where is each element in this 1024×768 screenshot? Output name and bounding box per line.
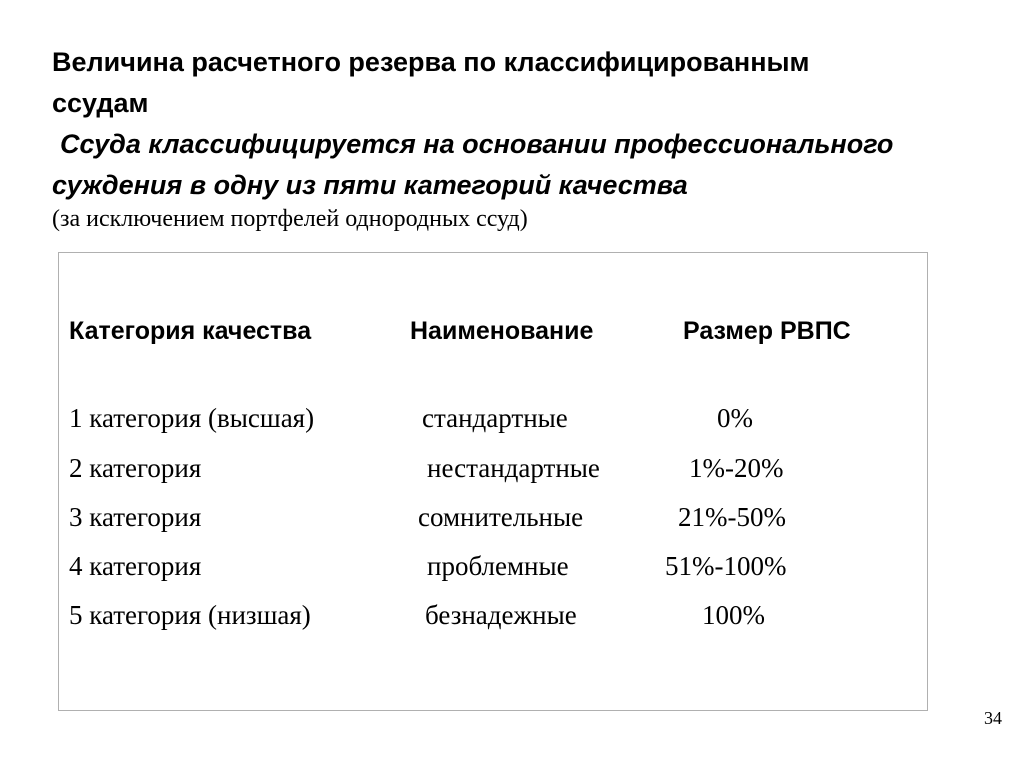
slide-subtitle-line-2: суждения в одну из пяти категорий качества <box>52 170 688 200</box>
row-5-reserve: 100% <box>702 600 765 630</box>
header-name: Наименование <box>410 317 594 345</box>
row-1-category: 1 категория (высшая) <box>69 403 315 433</box>
slide-title-line-1: Величина расчетного резерва по классифицированным <box>52 47 810 77</box>
slide-title-line-2: ссудам <box>52 88 149 118</box>
row-1-name: стандартные <box>422 403 568 433</box>
row-3-name: сомнительные <box>418 502 584 532</box>
slide-subtitle-line-1: Ссуда классифицируется на основании профессионального <box>60 129 894 159</box>
row-5-category: 5 категория (низшая) <box>69 600 311 630</box>
slide-title <box>52 42 982 124</box>
row-1-reserve: 0% <box>717 403 753 433</box>
row-2-name: нестандартные <box>427 453 600 483</box>
header-reserve: Размер РВПС <box>683 317 851 345</box>
slide-subtitle <box>52 124 982 206</box>
page-number: 34 <box>984 708 1002 728</box>
slide-note: (за исключением портфелей однородных ссуд) <box>52 206 528 232</box>
row-3-reserve: 21%-50% <box>678 502 786 532</box>
row-3-category: 3 категория <box>69 502 202 532</box>
quality-category-table <box>58 252 928 711</box>
row-5-name: безнадежные <box>425 600 577 630</box>
row-4-name: проблемные <box>427 551 569 581</box>
header-category: Категория качества <box>69 317 312 345</box>
row-4-reserve: 51%-100% <box>665 551 787 581</box>
row-2-reserve: 1%-20% <box>689 453 784 483</box>
row-2-category: 2 категория <box>69 453 202 483</box>
row-4-category: 4 категория <box>69 551 202 581</box>
